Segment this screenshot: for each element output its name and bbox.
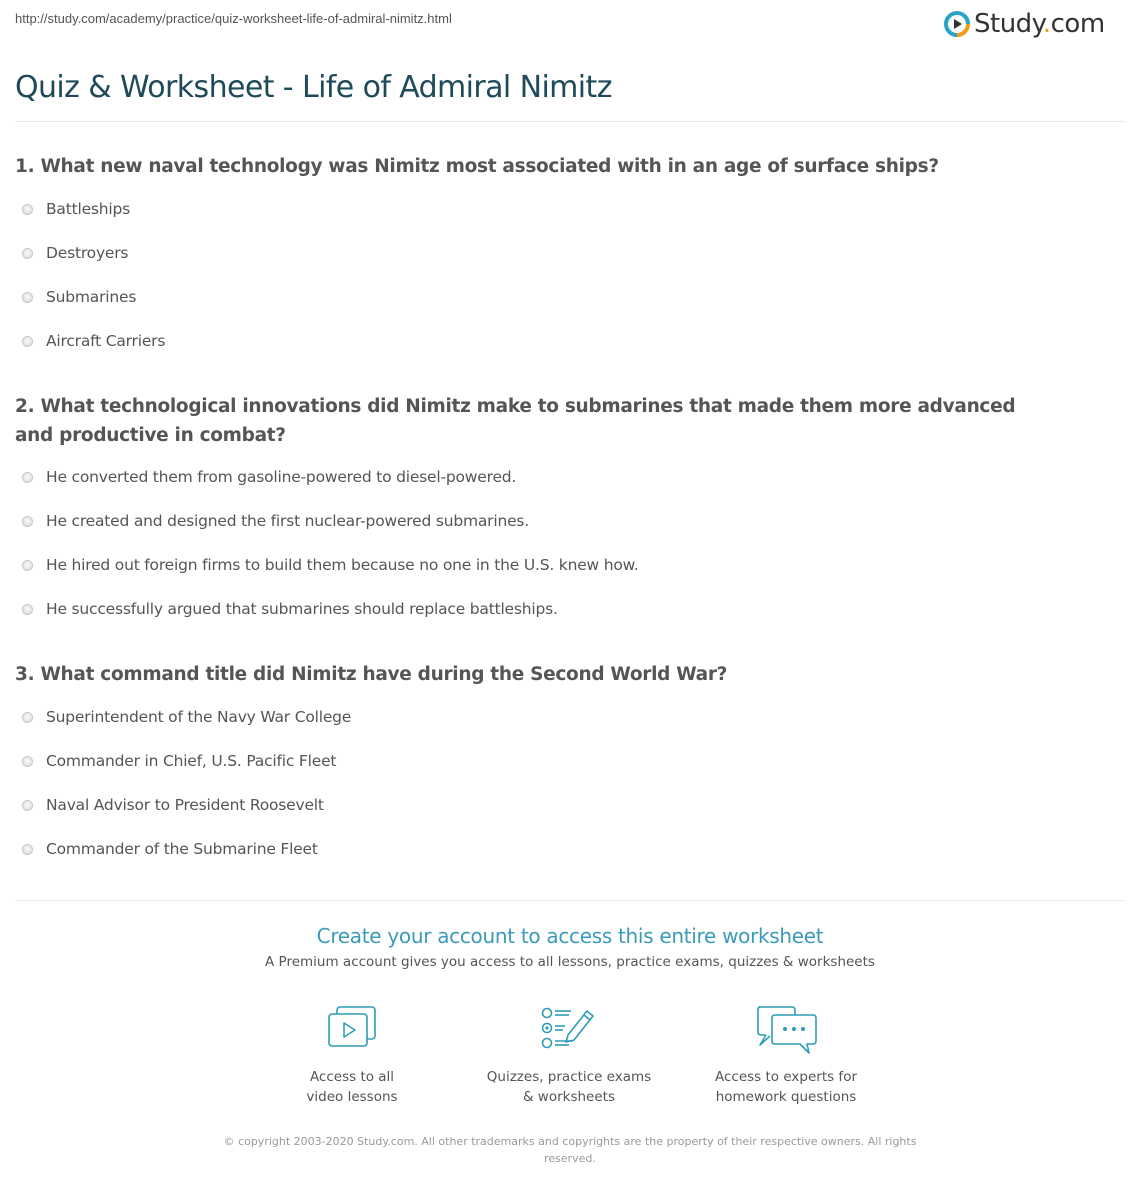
question-3: 3. What command title did Nimitz have during the Second World War? bbox=[15, 664, 728, 685]
logo-dot: . bbox=[1042, 9, 1051, 39]
footer-line: © copyright 2003-2020 Study.com. All other trademarks and copyrights are the property of their respective owners. All rights bbox=[223, 1135, 917, 1148]
option-label: Commander of the Submarine Fleet bbox=[46, 840, 318, 858]
radio-button[interactable] bbox=[22, 248, 33, 259]
feature-line: Access to experts for bbox=[714, 1069, 857, 1085]
radio-button[interactable] bbox=[22, 712, 33, 723]
page-title: Quiz & Worksheet - Life of Admiral Nimitz bbox=[15, 70, 612, 105]
feature-line: Quizzes, practice exams bbox=[486, 1069, 652, 1085]
answer-option[interactable] bbox=[22, 752, 336, 770]
answer-option[interactable] bbox=[22, 708, 351, 726]
page-url: http://study.com/academy/practice/quiz-worksheet-life-of-admiral-nimitz.html bbox=[15, 11, 452, 26]
radio-button[interactable] bbox=[22, 560, 33, 571]
radio-button[interactable] bbox=[22, 204, 33, 215]
feature-experts bbox=[686, 1005, 886, 1107]
option-label: Battleships bbox=[46, 200, 131, 218]
option-label: Destroyers bbox=[46, 244, 129, 262]
option-label: He converted them from gasoline-powered to diesel-powered. bbox=[46, 468, 517, 486]
video-lessons-icon bbox=[327, 1005, 377, 1049]
option-label: Submarines bbox=[46, 288, 137, 306]
logo-suffix: com bbox=[1050, 9, 1105, 39]
option-label: He successfully argued that submarines should replace battleships. bbox=[46, 600, 558, 618]
feature-line: Access to all bbox=[309, 1069, 395, 1085]
cta-heading[interactable]: Create your account to access this entire worksheet bbox=[316, 924, 824, 948]
answer-option[interactable] bbox=[22, 600, 558, 618]
feature-line: video lessons bbox=[306, 1089, 398, 1105]
cta-divider bbox=[15, 900, 1125, 901]
cta-subheading: A Premium account gives you access to all lessons, practice exams, quizzes & worksheets bbox=[265, 954, 875, 970]
copyright-footer bbox=[210, 1133, 930, 1167]
radio-button[interactable] bbox=[22, 472, 33, 483]
answer-option[interactable] bbox=[22, 288, 136, 306]
answer-option[interactable] bbox=[22, 200, 130, 218]
footer-line: reserved. bbox=[544, 1152, 596, 1165]
answer-option[interactable] bbox=[22, 332, 165, 350]
feature-line: homework questions bbox=[715, 1089, 857, 1105]
feature-line: & worksheets bbox=[522, 1089, 615, 1105]
option-label: Naval Advisor to President Roosevelt bbox=[46, 796, 324, 814]
answer-option[interactable] bbox=[22, 512, 529, 530]
study-logo[interactable] bbox=[944, 8, 1105, 40]
radio-button[interactable] bbox=[22, 604, 33, 615]
option-label: Aircraft Carriers bbox=[46, 332, 166, 350]
quiz-checklist-icon bbox=[541, 1005, 597, 1049]
answer-option[interactable] bbox=[22, 840, 318, 858]
option-label: Superintendent of the Navy War College bbox=[46, 708, 352, 726]
answer-option[interactable] bbox=[22, 244, 128, 262]
radio-button[interactable] bbox=[22, 756, 33, 767]
play-ring-icon bbox=[944, 11, 970, 37]
chat-bubbles-icon bbox=[754, 1005, 818, 1055]
question-1: 1. What new naval technology was Nimitz most associated with in an age of surface ships? bbox=[15, 156, 939, 177]
radio-button[interactable] bbox=[22, 516, 33, 527]
feature-video-lessons bbox=[252, 1005, 452, 1107]
title-divider bbox=[15, 121, 1125, 122]
radio-button[interactable] bbox=[22, 336, 33, 347]
logo-name: Study bbox=[974, 9, 1043, 39]
radio-button[interactable] bbox=[22, 844, 33, 855]
answer-option[interactable] bbox=[22, 796, 324, 814]
answer-option[interactable] bbox=[22, 556, 638, 574]
answer-option[interactable] bbox=[22, 468, 516, 486]
feature-quizzes bbox=[469, 1005, 669, 1107]
radio-button[interactable] bbox=[22, 292, 33, 303]
option-label: He hired out foreign firms to build them because no one in the U.S. knew how. bbox=[46, 556, 639, 574]
radio-button[interactable] bbox=[22, 800, 33, 811]
option-label: Commander in Chief, U.S. Pacific Fleet bbox=[46, 752, 337, 770]
option-label: He created and designed the first nuclear-powered submarines. bbox=[46, 512, 530, 530]
question-2: 2. What technological innovations did Nimitz make to submarines that made them more advanced and productive in combat? bbox=[15, 396, 1016, 446]
